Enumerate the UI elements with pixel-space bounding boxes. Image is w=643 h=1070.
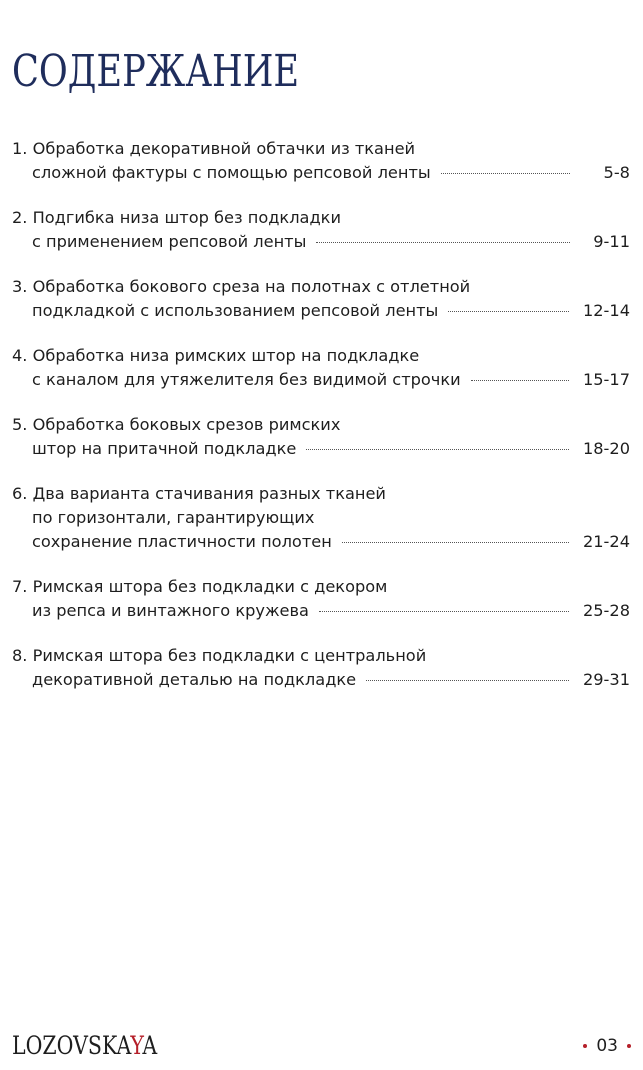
toc-entry-text: 8. Римская штора без подкладки с центральной	[12, 646, 427, 665]
toc-entry-text: 7. Римская штора без подкладки с декором	[12, 577, 388, 596]
toc-entry-text: 4. Обработка низа римских штор на подкладке	[12, 346, 420, 365]
toc-entry	[12, 206, 630, 254]
dot-leader	[366, 680, 569, 681]
toc-entry-last-line	[12, 668, 630, 692]
toc-entry-text: 1. Обработка декоративной обтачки из тканей	[12, 139, 416, 158]
toc-entry	[12, 482, 630, 554]
toc-entry	[12, 413, 630, 461]
dot-leader	[306, 449, 569, 450]
toc-entry	[12, 137, 630, 185]
toc-entry-pages: 21-24	[582, 532, 630, 551]
toc-entry-pages: 12-14	[582, 301, 630, 320]
toc-entry-pages: 5-8	[603, 163, 630, 182]
table-of-contents	[12, 137, 630, 713]
toc-entry	[12, 275, 630, 323]
dot-left-icon	[583, 1044, 587, 1048]
toc-entry-text: из репса и винтажного кружева	[32, 601, 309, 620]
dot-leader	[448, 311, 569, 312]
logo-text-end: A	[142, 1031, 158, 1060]
toc-entry-last-line	[12, 299, 630, 323]
toc-entry-text: 6. Два варианта стачивания разных тканей	[12, 484, 386, 503]
toc-entry	[12, 575, 630, 623]
toc-entry-text: 5. Обработка боковых срезов римских	[12, 415, 341, 434]
page-title: СОДЕРЖАНИЕ	[12, 46, 300, 97]
toc-entry-text: штор на притачной подкладке	[32, 439, 297, 458]
page-number	[583, 1036, 631, 1056]
logo-accent-letter: Y	[130, 1031, 143, 1060]
page-number-text: 03	[596, 1036, 618, 1056]
toc-entry-last-line	[12, 599, 630, 623]
toc-entry-pages: 25-28	[582, 601, 630, 620]
toc-entry-last-line	[12, 161, 630, 185]
toc-entry-text: подкладкой с использованием репсовой ленты	[32, 301, 439, 320]
toc-entry-text: сохранение пластичности полотен	[32, 532, 332, 551]
dot-leader	[319, 611, 569, 612]
toc-entry-text: с применением репсовой ленты	[32, 232, 307, 251]
logo-text-start: LOZOVSKA	[12, 1031, 131, 1060]
toc-entry-text: декоративной деталью на подкладке	[32, 670, 357, 689]
toc-entry-text: по горизонтали, гарантирующих	[32, 508, 315, 527]
brand-logo	[12, 1031, 157, 1060]
toc-entry	[12, 644, 630, 692]
toc-entry-last-line	[12, 230, 630, 254]
dot-right-icon	[627, 1044, 631, 1048]
toc-entry-last-line	[12, 530, 630, 554]
toc-entry	[12, 344, 630, 392]
dot-leader	[441, 173, 570, 174]
toc-entry-pages: 15-17	[582, 370, 630, 389]
dot-leader	[342, 542, 569, 543]
toc-entry-text: с каналом для утяжелителя без видимой строчки	[32, 370, 461, 389]
toc-entry-text: 2. Подгибка низа штор без подкладки	[12, 208, 341, 227]
dot-leader	[316, 242, 570, 243]
toc-entry-pages: 18-20	[582, 439, 630, 458]
toc-entry-text: 3. Обработка бокового среза на полотнах с отлетной	[12, 277, 471, 296]
toc-entry-pages: 9-11	[593, 232, 630, 251]
toc-entry-last-line	[12, 437, 630, 461]
toc-entry-last-line	[12, 368, 630, 392]
dot-leader	[471, 380, 569, 381]
toc-entry-pages: 29-31	[582, 670, 630, 689]
toc-entry-text: сложной фактуры с помощью репсовой ленты	[32, 163, 431, 182]
